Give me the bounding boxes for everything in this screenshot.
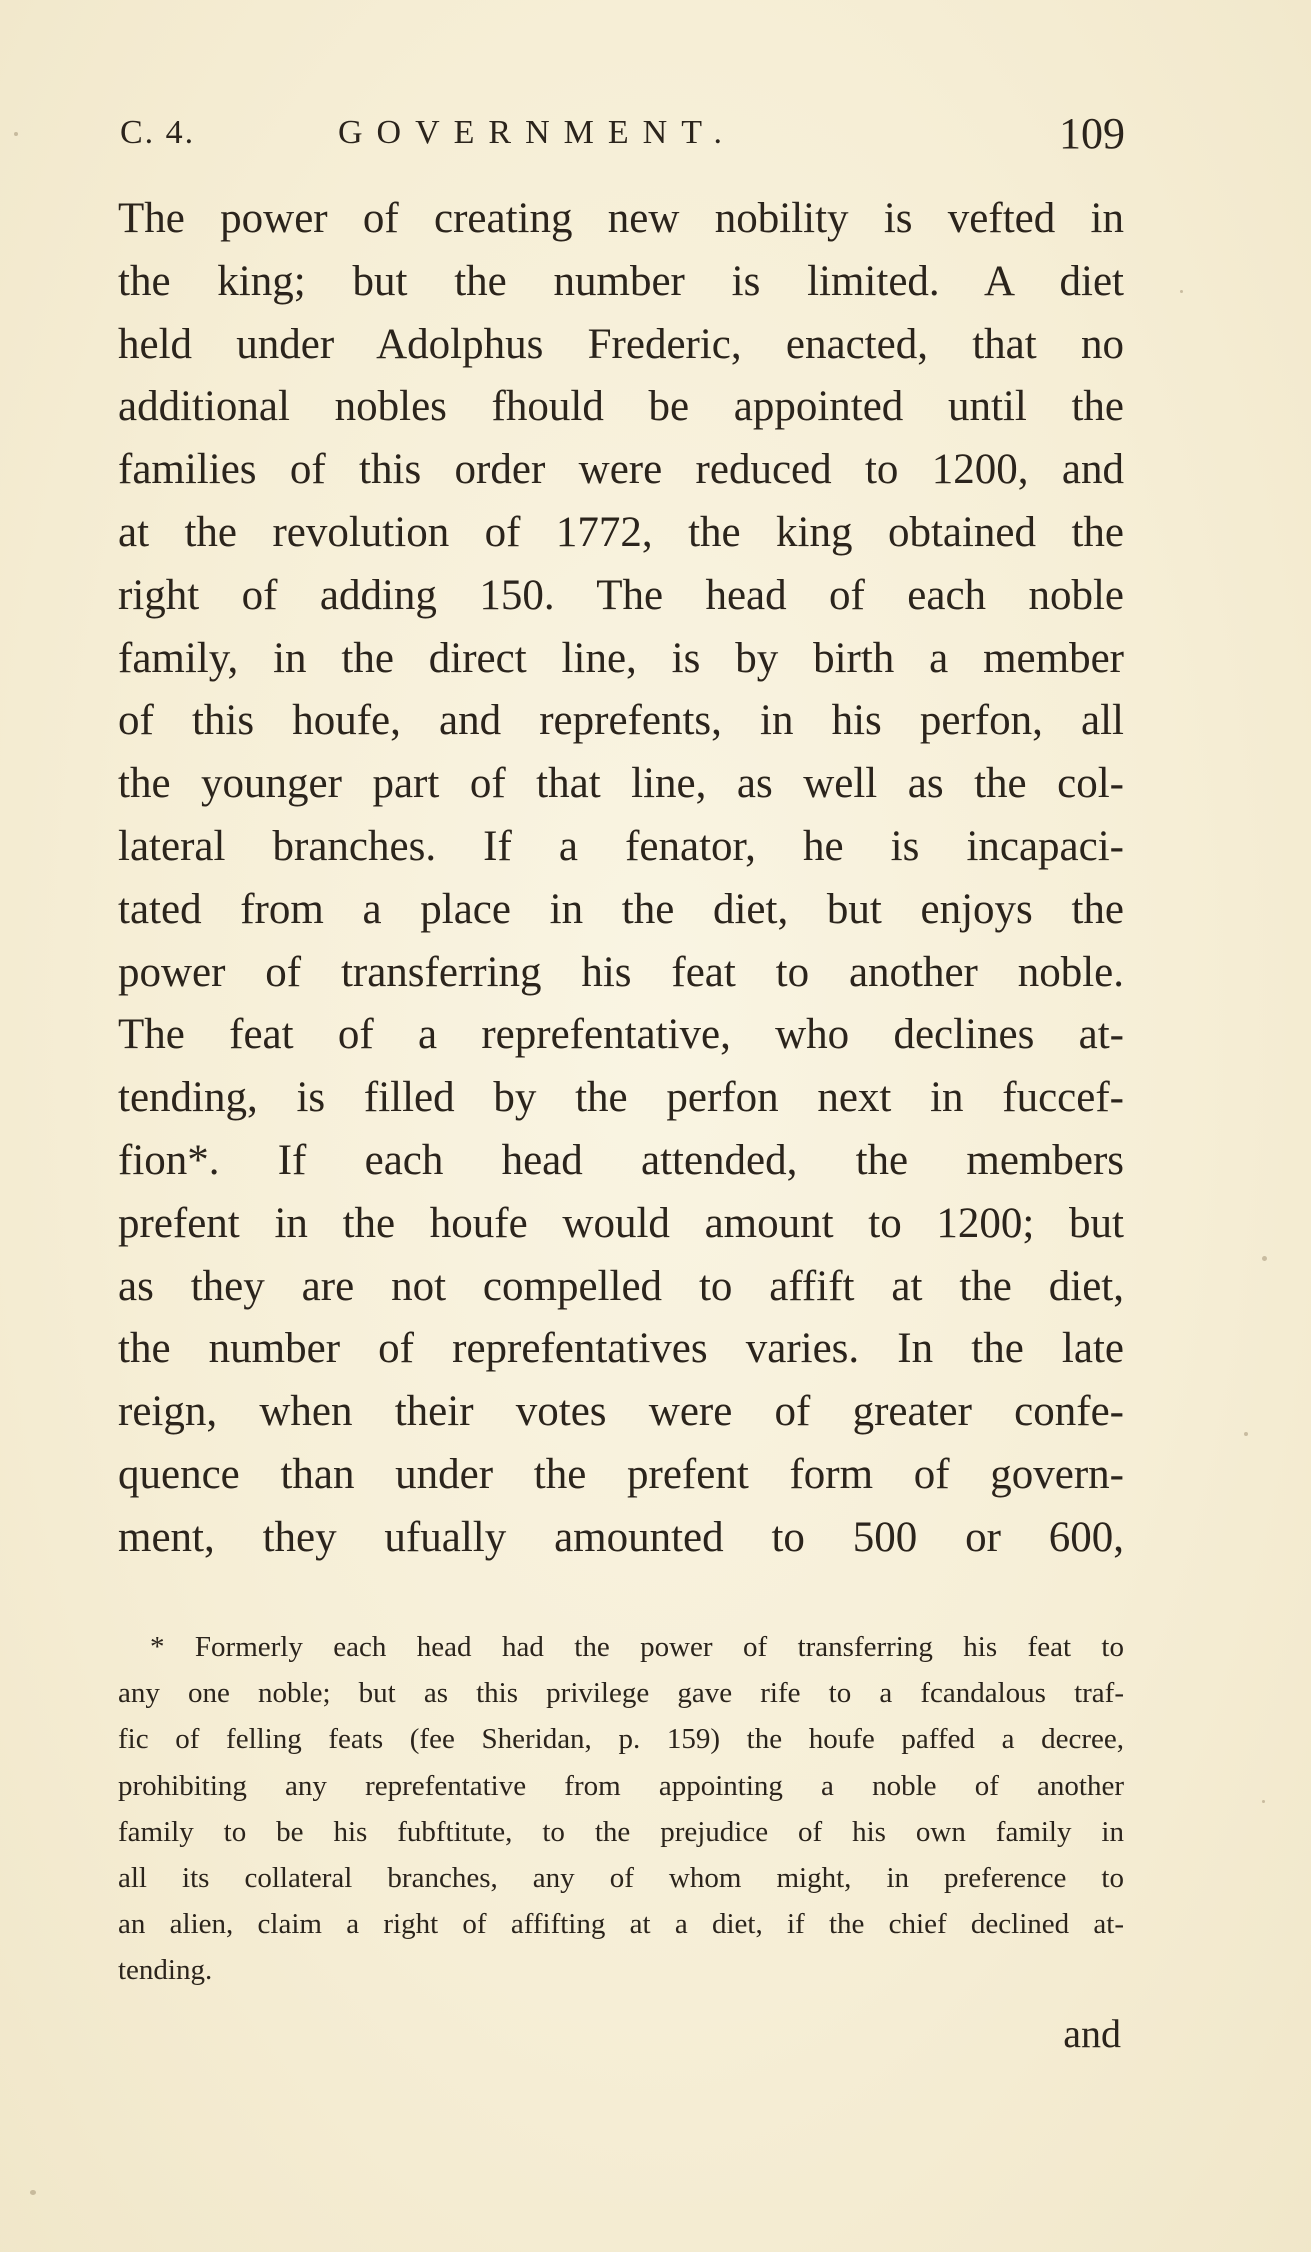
chapter-marker: C. 4. bbox=[120, 114, 196, 151]
footnote-line: fic of felling feats (fee Sheridan, p. 159) the houfe paffed a decree, bbox=[118, 1723, 1124, 1756]
catchword: and bbox=[1063, 2011, 1121, 2056]
paper-speck bbox=[1244, 1432, 1248, 1436]
page-number: 109 bbox=[1059, 109, 1125, 158]
text-line: at the revolution of 1772, the king obtained the bbox=[118, 508, 1124, 556]
text-line: family, in the direct line, is by birth a member bbox=[118, 634, 1124, 682]
text-line: families of this order were reduced to 1200, and bbox=[118, 446, 1124, 494]
footnote bbox=[118, 1624, 1124, 1994]
text-line: fion*. If each head attended, the members bbox=[118, 1136, 1124, 1184]
text-line: ment, they ufually amounted to 500 or 600, bbox=[118, 1513, 1124, 1561]
footnote-line: any one noble; but as this privilege gave rife to a fcandalous traf- bbox=[118, 1677, 1124, 1710]
text-line: quence than under the prefent form of govern- bbox=[118, 1450, 1124, 1498]
text-line: the king; but the number is limited. A diet bbox=[118, 257, 1124, 305]
main-text bbox=[118, 188, 1124, 1570]
text-line: additional nobles fhould be appointed until the bbox=[118, 383, 1124, 431]
text-line: tending, is filled by the perfon next in fuccef- bbox=[118, 1074, 1124, 1122]
footnote-line: prohibiting any reprefentative from appointing a noble of another bbox=[118, 1769, 1124, 1802]
text-line: the younger part of that line, as well as the col- bbox=[118, 760, 1124, 808]
paper-speck bbox=[30, 2190, 36, 2195]
text-line: tated from a place in the diet, but enjoys the bbox=[118, 885, 1124, 933]
footnote-line: tending. bbox=[118, 1954, 213, 1987]
text-line: prefent in the houfe would amount to 1200; but bbox=[118, 1199, 1124, 1247]
text-line: reign, when their votes were of greater confe- bbox=[118, 1388, 1124, 1436]
running-head bbox=[120, 108, 1125, 168]
paper-speck bbox=[1262, 1800, 1265, 1803]
text-line: held under Adolphus Frederic, enacted, that no bbox=[118, 320, 1124, 368]
text-line: as they are not compelled to affift at the diet, bbox=[118, 1262, 1124, 1310]
paper-speck bbox=[1262, 1256, 1267, 1261]
text-line: right of adding 150. The head of each noble bbox=[118, 571, 1124, 619]
footnote-line: family to be his fubftitute, to the prejudice of his own family in bbox=[118, 1815, 1124, 1848]
footnote-line: an alien, claim a right of affifting at a diet, if the chief declined at- bbox=[118, 1908, 1124, 1941]
text-line: the number of reprefentatives varies. In the late bbox=[118, 1325, 1124, 1373]
paper-speck bbox=[1180, 290, 1183, 293]
footnote-line: * Formerly each head had the power of transferring his feat to bbox=[150, 1631, 1124, 1663]
text-line: power of transferring his feat to another noble. bbox=[118, 948, 1124, 996]
text-line: The feat of a reprefentative, who declines at- bbox=[118, 1011, 1124, 1059]
running-title: GOVERNMENT. bbox=[338, 114, 736, 151]
text-line: The power of creating new nobility is vefted in bbox=[118, 195, 1124, 242]
paper-speck bbox=[14, 132, 18, 136]
footnote-line: all its collateral branches, any of whom might, in preference to bbox=[118, 1861, 1124, 1894]
text-line: of this houfe, and reprefents, in his perfon, all bbox=[118, 697, 1124, 745]
text-line: lateral branches. If a fenator, he is incapaci- bbox=[118, 822, 1124, 870]
